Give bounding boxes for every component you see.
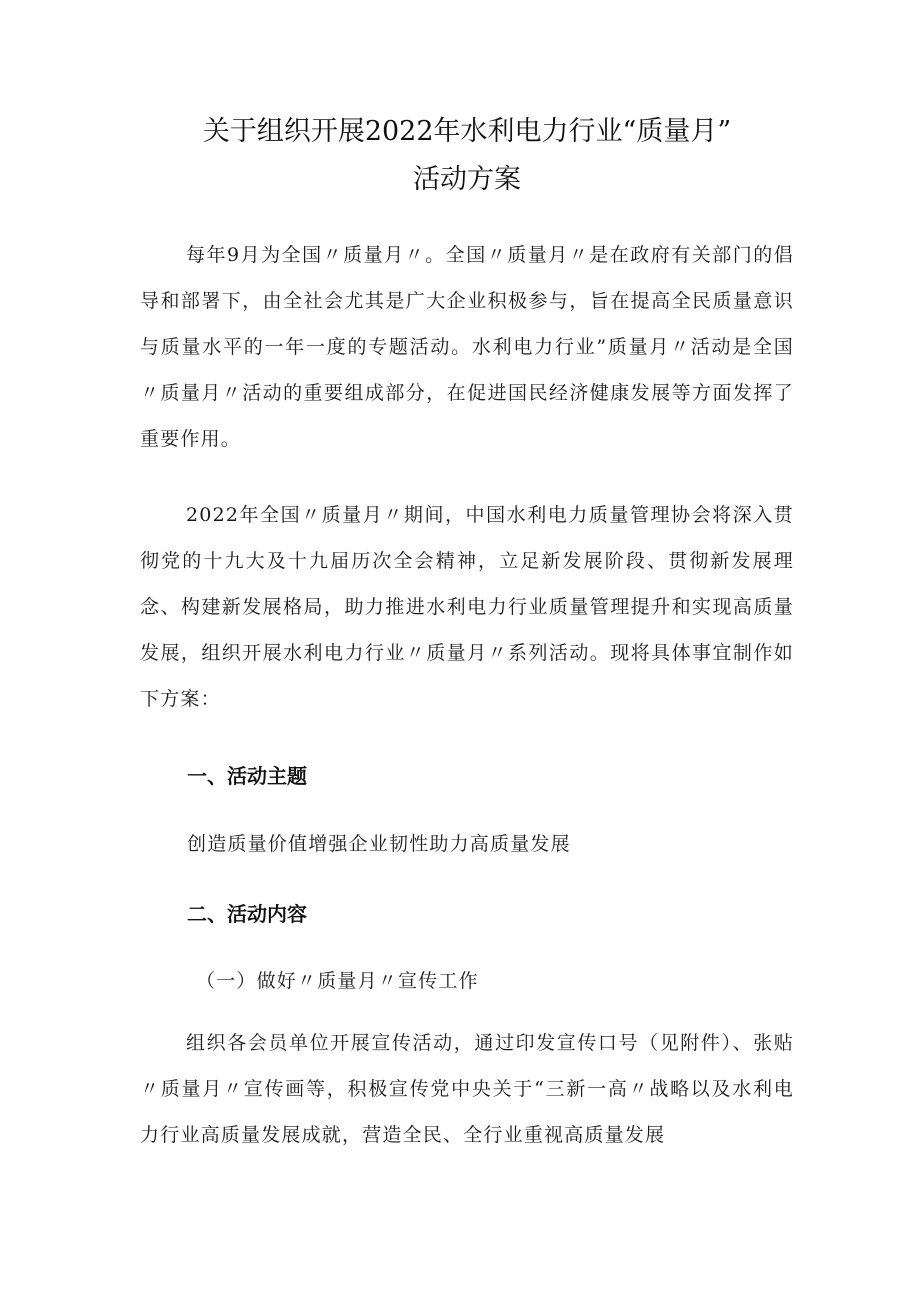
document-title-line-2: 活动方案 [413, 164, 521, 195]
plan-paragraph: 2022年全国〃质量月〃期间，中国水利电力质量管理协会将深入贯彻党的十九大及十九届历次全会精神，立足新发展阶段、贯彻新发展理念、构建新发展格局，助力推进水利电力行业质量管理提升和实现高质量发展，组织开展水利电力行业〃质量月〃系列活动。现将具体事宜制作如下方案： [140, 504, 794, 710]
document-title-line-1: 关于组织开展2022年水利电力行业“质量月” [202, 116, 732, 147]
section-heading-content: 二、活动内容 [187, 902, 307, 926]
publicity-paragraph: 组织各会员单位开展宣传活动，通过印发宣传口号（见附件）、张贴〃质量月〃宣传画等，积极宣传党中央关于“三新一高〃战略以及水利电力行业高质量发展成就，营造全民、全行业重视高质量发展 [140, 1032, 794, 1146]
intro-paragraph: 每年9月为全国〃质量月〃。全国〃质量月〃是在政府有关部门的倡导和部署下，由全社会尤其是广大企业积极参与，旨在提高全民质量意识与质量水平的一年一度的专题活动。水利电力行业”质量月〃活动是全国〃质量月〃活动的重要组成部分，在促进国民经济健康发展等方面发挥了重要作用。 [140, 244, 794, 450]
activity-theme-text: 创造质量价值增强企业韧性助力高质量发展 [187, 833, 571, 855]
section-heading-theme: 一、活动主题 [187, 764, 307, 788]
subsection-heading-publicity: （一）做好〃质量月〃宣传工作 [196, 970, 479, 992]
